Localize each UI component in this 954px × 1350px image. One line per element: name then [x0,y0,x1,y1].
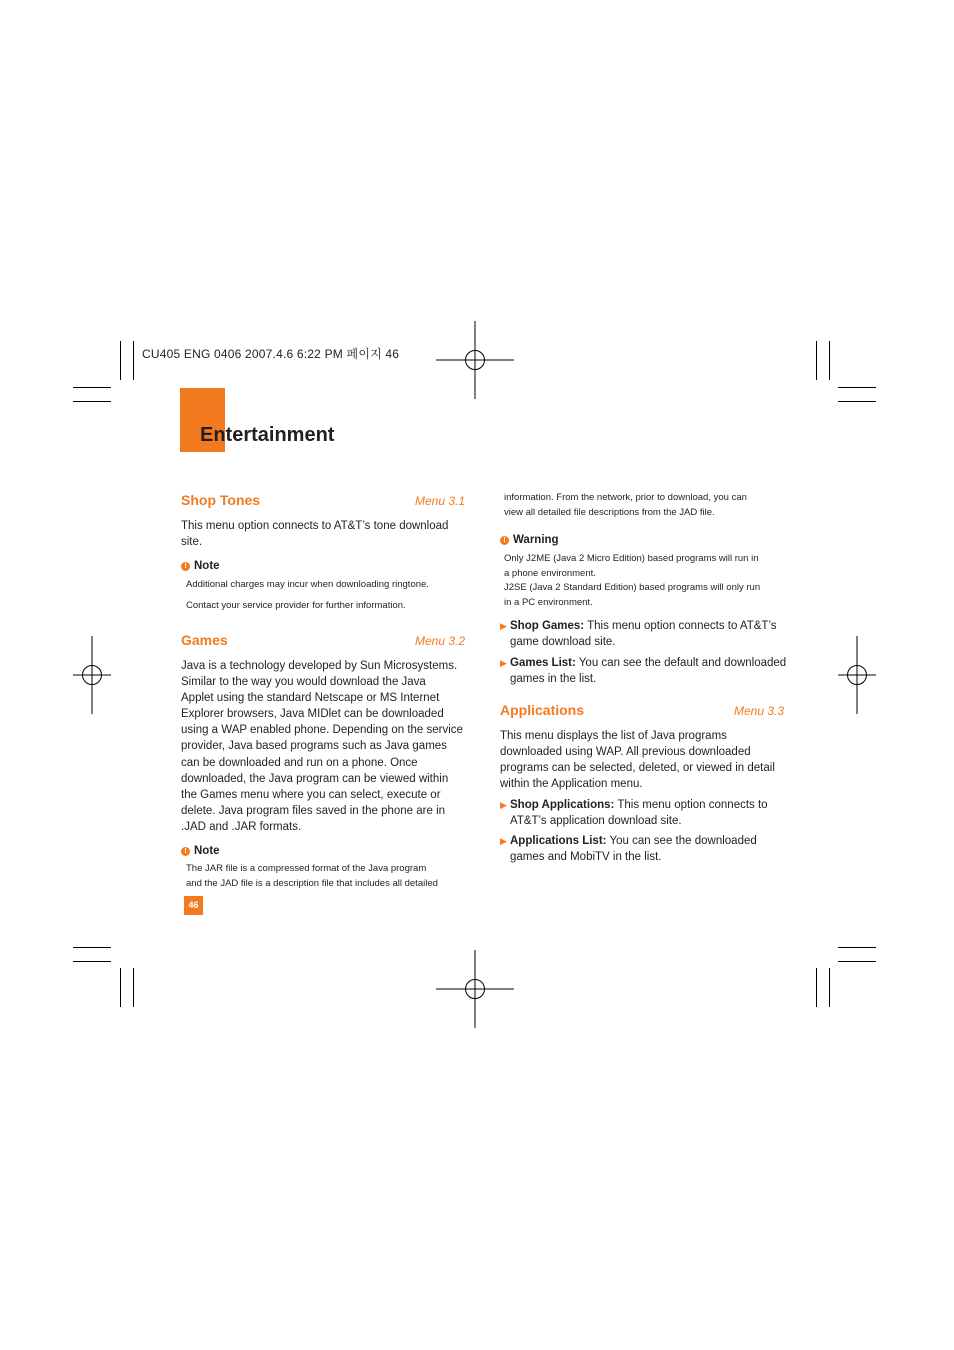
arrow-right-icon: ▶ [500,800,507,810]
shop-games-item: ▶ Shop Games: This menu option connects to AT&T’s game download site. [500,620,777,649]
warning-icon: ! [500,536,509,545]
registration-mark-right [838,636,876,714]
games-list-item: ▶ Games List: You can see the default and downloaded games in the list. [500,657,787,686]
applications-heading: Applications [500,702,585,718]
games-note-text: The JAR file is a compressed format of the Java program and the JAD file is a description file that includes all detailed [186,863,438,889]
games-note-heading: ! Note [181,845,220,857]
warning-text: Only J2ME (Java 2 Micro Edition) based programs will run in a phone environment. J2SE (Java 2 Standard Edition) based programs will only run in a PC environment. [504,553,761,608]
warning-heading: ! Warning [500,534,559,546]
note-icon: ! [181,847,190,856]
applications-menu-ref: Menu 3.3 [734,704,785,718]
print-info: CU405 ENG 0406 2007.4.6 6:22 PM 페이지 46 [142,347,400,361]
shop-applications-item: ▶ Shop Applications: This menu option connects to AT&T’s application download site. [500,799,768,828]
arrow-right-icon: ▶ [500,836,507,846]
page-title: Entertainment [200,424,335,446]
shop-tones-body: This menu option connects to AT&T’s tone download site. [181,520,449,549]
applications-body: This menu displays the list of Java programs downloaded using WAP. All previous downloaded programs can be selected, deleted, or viewed in detail within the Application menu. [500,730,775,791]
arrow-right-icon: ▶ [500,621,507,631]
note-icon: ! [181,562,190,571]
games-note-continued: information. From the network, prior to download, you can view all detailed file descriptions from the JAD file. [504,492,747,518]
games-menu-ref: Menu 3.2 [415,634,466,648]
registration-mark-bottom [436,950,514,1028]
registration-mark-left [73,636,111,714]
shop-tones-note-text: Additional charges may incur when downloading ringtone. Contact your service provider for further information. [186,579,429,611]
shop-tones-note-heading: ! Note [181,560,220,572]
arrow-right-icon: ▶ [500,658,507,668]
registration-mark-top [436,321,514,399]
games-body: Java is a technology developed by Sun Microsystems. Similar to the way you would download the Java Applet using the standard Netscape or MS Internet Explorer browsers, Java MIDlet can be downloaded using a WAP enabled phone. Depending on the service provider, Java based programs such as Java games can be downloaded and run on a phone. Once downloaded, the Java program can be viewed within the Games menu where you can select, execute or delete. Java program files saved in the phone are in .JAD and .JAR formats. [181,660,463,833]
shop-tones-menu-ref: Menu 3.1 [415,494,466,508]
applications-list-item: ▶ Applications List: You can see the downloaded games and MobiTV in the list. [500,835,757,864]
shop-tones-heading: Shop Tones [181,492,261,508]
games-heading: Games [181,632,228,648]
page-number: 46 [184,896,203,915]
